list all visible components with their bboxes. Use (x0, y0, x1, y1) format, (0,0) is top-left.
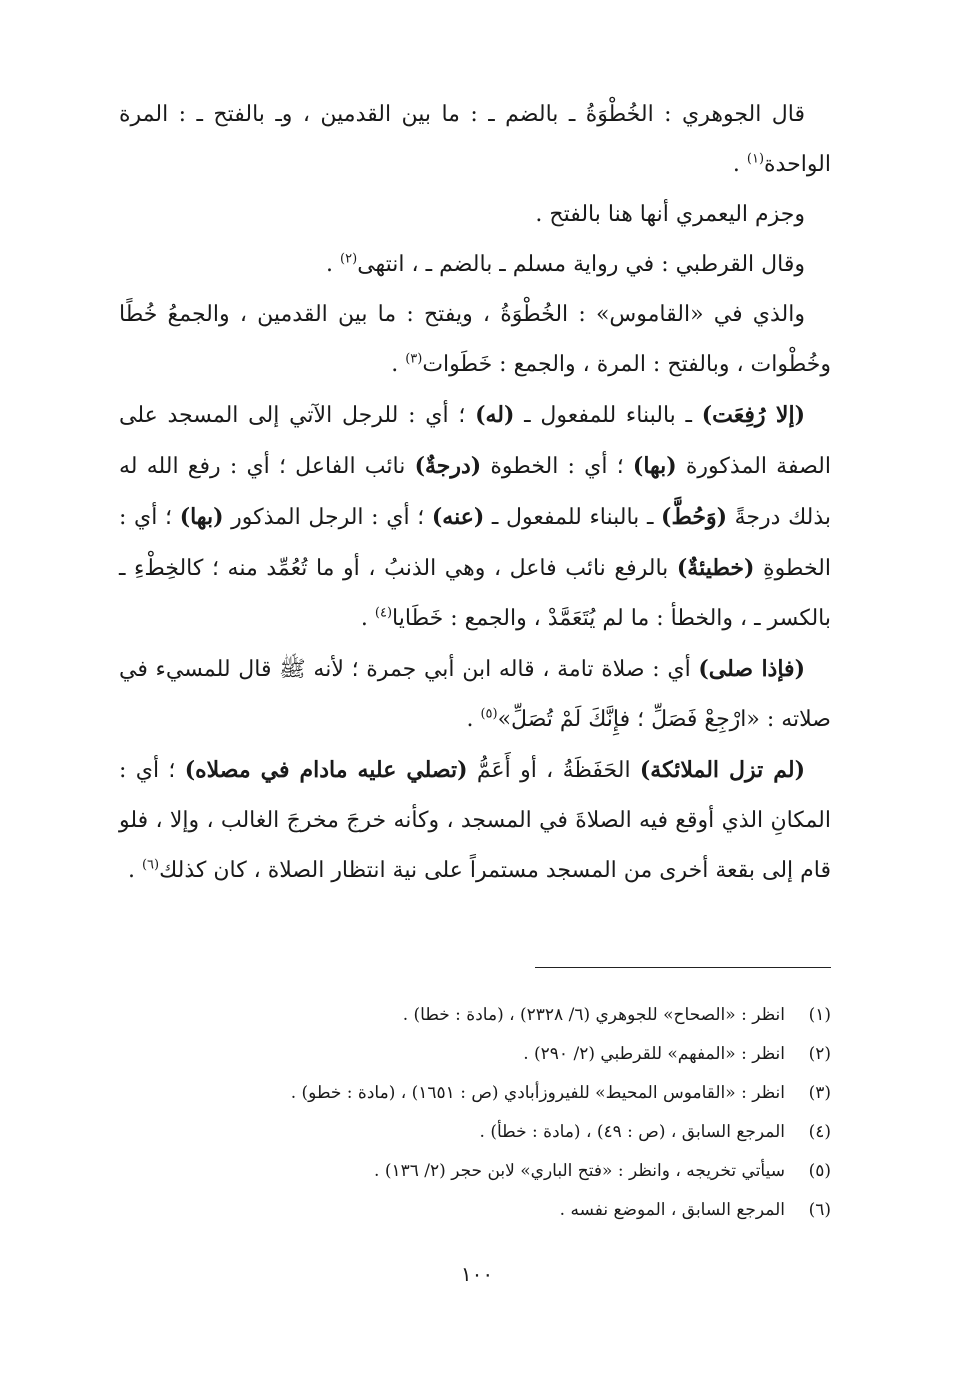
footnote-number: (١) (808, 1005, 831, 1025)
footnote-ref-3[interactable]: (٣) (405, 351, 423, 367)
commentary-text: بالرفع نائب فاعل ، وهي الذنبُ ، أو ما تُعُمِّد منه ؛ كالخِطْءِ ـ بالكسر ـ ، والخطأ : ما لم يُتَعَمَّدْ ، والجمع : خَطَايا (119, 556, 831, 631)
commentary-text: ـ بالبناء للمفعول ـ (514, 403, 702, 428)
footnote-number: (٢) (808, 1044, 831, 1064)
footnote-text: المرجع السابق ، (ص : ٤٩) ، (مادة : خطأ) . (479, 1122, 785, 1142)
quoted-hadith-term: (وَحُطَّ) (661, 504, 727, 530)
footnote-ref-5[interactable]: (٥) (480, 706, 498, 722)
commentary-text: ؛ أي : الرجل المذكور (223, 505, 432, 530)
quoted-hadith-term: (خطيئةٌ) (676, 555, 755, 581)
footnote-text: المرجع السابق ، الموضع نفسه . (559, 1200, 785, 1220)
page-number: ١٠٠ (460, 1262, 494, 1286)
footnote-number: (٦) (808, 1200, 831, 1220)
punctuation: . (360, 606, 375, 631)
quoted-hadith-term: (درجةٌ) (414, 453, 482, 479)
punctuation: . (466, 707, 481, 732)
footnote-ref-6[interactable]: (٦) (141, 857, 160, 873)
footnote-number: (٥) (808, 1161, 831, 1181)
footnote-number: (٤) (808, 1122, 831, 1142)
paragraph-6 (119, 644, 831, 745)
footnote-text: سيأتي تخريجه ، وانظر : «فتح الباري» لابن حجر (٢/ ١٣٦) . (374, 1161, 785, 1181)
main-text (119, 90, 831, 896)
footnote-ref-2[interactable]: (٢) (340, 251, 358, 267)
punctuation: . (732, 152, 747, 177)
footnote-item (119, 996, 831, 1035)
quoted-hadith-term: (بها) (179, 504, 224, 530)
footnote-item (119, 1035, 831, 1074)
paragraph-text: قال الجوهري : الخُطْوَةُ ـ بالضم ـ : ما بين القدمين ، وـ بالفتح ـ : المرة الواحدة (119, 102, 831, 177)
paragraph-2 (119, 190, 831, 240)
footnote-item (119, 1074, 831, 1113)
quoted-hadith-term: (لم تزل الملائكة) (639, 757, 806, 783)
commentary-text: ؛ أي : المكانِ الذي أوقع فيه الصلاةَ في المسجد ، وكأنه خرجَ مخرجَ الغالب ، وإلا ، فلو قام إلى بقعة أخرى من المسجد مستمراً على نية انتظار الصلاة ، كان كذلك (119, 758, 831, 883)
quoted-hadith-term: (فإذا صلى) (698, 656, 805, 682)
footnote-text: انظر : «القاموس المحيط» للفيروزأبادي (ص : ١٦٥١) ، (مادة : خطو) . (290, 1083, 785, 1103)
quoted-hadith-term: (تصلي عليه مادام في مصلاه) (184, 757, 468, 783)
paragraph-text: وقال القرطبي : في رواية مسلم ـ بالضم ـ ، انتهى (357, 252, 805, 277)
footnote-ref-4[interactable]: (٤) (374, 605, 393, 621)
footnote-text: انظر : «الصحاح» للجوهري (٦/ ٢٣٢٨) ، (مادة : خطا) . (402, 1005, 785, 1025)
footnote-ref-1[interactable]: (١) (746, 151, 765, 167)
paragraph-7 (119, 745, 831, 896)
quoted-hadith-term: (له) (475, 402, 515, 428)
commentary-text: ؛ أي : للرجل الآتي إلى المسجد على الصفة المذكورة (119, 403, 831, 479)
footnote-number: (٣) (808, 1083, 831, 1103)
footnote-item (119, 1191, 831, 1230)
footnote-item (119, 1113, 831, 1152)
commentary-text: أي : صلاة تامة ، قاله ابن أبي جمرة ؛ لأنه ﷺ قال للمسيء في صلاته : «ارْجِعْ فَصَلِّ ؛ فإِنَّكَ لَمْ تُصَلِّ» (119, 657, 831, 732)
paragraph-4 (119, 290, 831, 390)
quoted-hadith-term: (عنه) (431, 504, 485, 530)
paragraph-3 (119, 240, 831, 290)
quoted-hadith-term: (إلا رُفِعَت) (701, 402, 806, 428)
footnote-text: انظر : «المفهم» للقرطبي (٢/ ٢٩٠) . (523, 1044, 785, 1064)
commentary-text: نائب الفاعل ؛ أي : رفع الله له بذلك درجةً (119, 454, 832, 530)
punctuation: . (326, 252, 341, 277)
punctuation: . (127, 858, 142, 883)
paragraph-text: وجزم اليعمري أنها هنا بالفتح . (535, 202, 805, 227)
footnote-item (119, 1152, 831, 1191)
commentary-text: ؛ أي : الخطوة (481, 454, 633, 479)
punctuation: . (391, 352, 406, 377)
footnotes (119, 996, 831, 1230)
footnote-separator (535, 967, 831, 968)
commentary-text: ـ بالبناء للمفعول ـ (484, 505, 662, 530)
paragraph-text: والذي في «القاموس» : الخُطْوَةُ ، ويفتح : ما بين القدمين ، والجمعُ خُطًا وخُطْوات ، وبالفتح : المرة ، والجمع : خَطَوات (119, 302, 831, 377)
commentary-text: الحَفَظَةُ ، أو أَعَمُّ (467, 758, 640, 783)
commentary-text: ؛ أي : الخطوةِ (119, 505, 831, 581)
paragraph-5 (119, 390, 831, 644)
paragraph-1 (119, 90, 831, 190)
quoted-hadith-term: (بها) (632, 453, 677, 479)
